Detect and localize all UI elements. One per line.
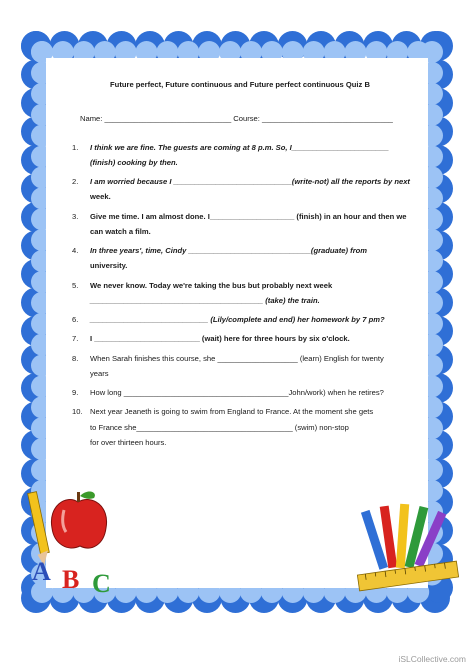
- question-number: 1.: [72, 142, 79, 152]
- question-text-cont: years: [90, 368, 109, 378]
- question-4: [60, 246, 420, 272]
- question-text-cont: week.: [90, 192, 111, 202]
- question-text: Give me time. I am almost done. I____________________ (finish) in an hour and then we: [90, 211, 407, 221]
- question-number: 4.: [72, 246, 79, 255]
- question-text: I am worried because I ____________________________(write-not) all the reports by next: [90, 177, 410, 186]
- question-1: [60, 143, 420, 169]
- question-text-cont: _________________________________________ (take) the train.: [90, 295, 320, 305]
- apple-icon: [51, 492, 106, 548]
- crayons-ruler-clipart: [352, 490, 462, 600]
- question-number: 7.: [72, 334, 79, 344]
- letter-c: C: [92, 569, 111, 598]
- question-text-cont: (finish) cooking by then.: [90, 157, 178, 167]
- question-10: [60, 407, 420, 448]
- question-number: 10.: [72, 407, 83, 417]
- worksheet-content: [60, 80, 420, 457]
- question-text: Next year Jeaneth is going to swim from England to France. At the moment she gets: [90, 407, 374, 417]
- question-2: [60, 177, 420, 203]
- question-text-cont: university.: [90, 261, 128, 271]
- question-6: [60, 315, 420, 325]
- question-text: When Sarah finishes this course, she ___________________ (learn) English for twenty: [90, 353, 384, 363]
- question-text: We never know. Today we're taking the bus but probably next week: [90, 280, 333, 290]
- question-number: 8.: [72, 353, 79, 363]
- question-9: [60, 388, 420, 398]
- question-7: [60, 334, 420, 344]
- name-course-row: Name: ______________________________ Course: _______________________________: [80, 114, 393, 124]
- crayons-icon: [361, 504, 446, 570]
- question-text: I _________________________ (wait) here for three hours by six o'clock.: [90, 334, 350, 344]
- question-3: [60, 212, 420, 238]
- question-8: [60, 354, 420, 380]
- question-text: I think we are fine. The guests are coming at 8 p.m. So, I_______________________: [90, 142, 389, 152]
- question-number: 5.: [72, 280, 79, 290]
- pencil-icon: [28, 492, 51, 567]
- question-number: 3.: [72, 211, 79, 221]
- question-text-cont: to France she_____________________________________ (swim) non-stop: [90, 422, 349, 432]
- question-5: [60, 281, 420, 307]
- question-number: 9.: [72, 388, 79, 397]
- question-text-cont: for over thirteen hours.: [90, 437, 167, 447]
- worksheet-title: Future perfect, Future continuous and Future perfect continuous Quiz B: [110, 80, 370, 89]
- apple-abc-clipart: [18, 488, 128, 598]
- letter-a: A: [32, 557, 51, 586]
- letter-b: B: [62, 565, 80, 594]
- question-text: ____________________________ (Lily/complete and end) her homework by 7 pm?: [90, 315, 385, 324]
- question-text-cont: can watch a film.: [90, 226, 151, 236]
- question-number: 2.: [72, 177, 79, 186]
- site-footer: iSLCollective.com: [398, 654, 466, 664]
- question-text: In three years', time, Cindy _____________________________(graduate) from: [90, 246, 368, 255]
- question-number: 6.: [72, 315, 79, 324]
- question-text: How long _______________________________________John/work) when he retires?: [90, 388, 384, 397]
